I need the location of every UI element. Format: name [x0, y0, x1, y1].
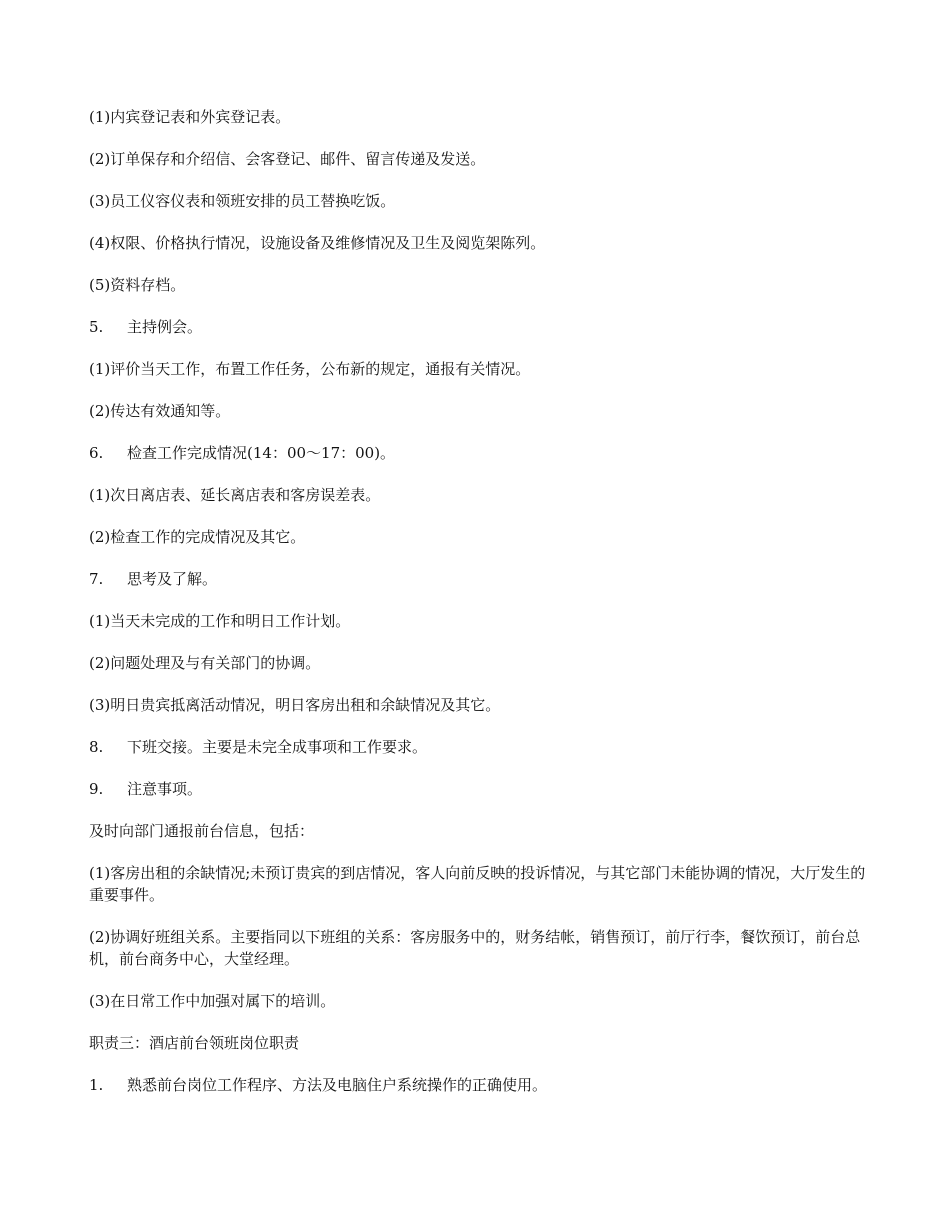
paragraph-text: (1)客房出租的余缺情况;未预订贵宾的到店情况，客人向前反映的投诉情况，与其它部门未能协调的情况，大厅发生的重要事件。 — [89, 864, 866, 904]
paragraph-text: 检查工作完成情况(14：00～17：00)。 — [127, 444, 396, 462]
paragraph-text: (4)权限、价格执行情况，设施设备及维修情况及卫生及阅览架陈列。 — [89, 234, 546, 252]
paragraph-21 — [89, 990, 879, 1012]
paragraph-19 — [89, 862, 879, 906]
numbered-item-8 — [89, 736, 879, 758]
paragraph-text: (2)检查工作的完成情况及其它。 — [89, 528, 306, 546]
paragraph-text: 下班交接。主要是未完全成事项和工作要求。 — [127, 738, 428, 756]
paragraph-20 — [89, 926, 879, 970]
paragraph-text: (1)内宾登记表和外宾登记表。 — [89, 108, 291, 126]
paragraph-14 — [89, 652, 879, 674]
paragraph-text: (2)订单保存和介绍信、会客登记、邮件、留言传递及发送。 — [89, 150, 486, 168]
item-number: 1. — [89, 1076, 104, 1094]
paragraph-text: (2)协调好班组关系。主要指同以下班组的关系：客房服务中的，财务结帐，销售预订，前厅行李，餐饮预订，前台总机，前台商务中心，大堂经理。 — [89, 928, 861, 968]
paragraph-15 — [89, 694, 879, 716]
item-number: 9. — [89, 780, 104, 798]
item-number: 5. — [89, 318, 104, 336]
paragraph-text: 思考及了解。 — [127, 570, 218, 588]
paragraph-10 — [89, 484, 879, 506]
paragraph-5 — [89, 274, 879, 296]
numbered-item-9 — [89, 778, 879, 800]
paragraph-text: (1)评价当天工作，布置工作任务，公布新的规定，通报有关情况。 — [89, 360, 531, 378]
paragraph-text: 职责三：酒店前台领班岗位职责 — [89, 1034, 300, 1052]
paragraph-8 — [89, 400, 879, 422]
paragraph-text: (3)明日贵宾抵离活动情况，明日客房出租和余缺情况及其它。 — [89, 696, 501, 714]
paragraph-text: (3)员工仪容仪表和领班安排的员工替换吃饭。 — [89, 192, 396, 210]
paragraph-text: (1)次日离店表、延长离店表和客房误差表。 — [89, 486, 381, 504]
paragraph-3 — [89, 190, 879, 212]
numbered-item-1 — [89, 1074, 879, 1096]
paragraph-text: (2)问题处理及与有关部门的协调。 — [89, 654, 321, 672]
item-number: 8. — [89, 738, 104, 756]
paragraph-text: (2)传达有效通知等。 — [89, 402, 231, 420]
numbered-item-6 — [89, 442, 879, 464]
paragraph-11 — [89, 526, 879, 548]
paragraph-text: (5)资料存档。 — [89, 276, 186, 294]
paragraph-text: (3)在日常工作中加强对属下的培训。 — [89, 992, 336, 1010]
paragraph-text: 熟悉前台岗位工作程序、方法及电脑住户系统操作的正确使用。 — [127, 1076, 548, 1094]
paragraph-text: 注意事项。 — [127, 780, 203, 798]
section-heading — [89, 1032, 879, 1054]
document-page — [89, 106, 879, 1116]
paragraph-4 — [89, 232, 879, 254]
paragraph-7 — [89, 358, 879, 380]
paragraph-13 — [89, 610, 879, 632]
paragraph-text: 主持例会。 — [127, 318, 203, 336]
numbered-item-7 — [89, 568, 879, 590]
paragraph-1 — [89, 106, 879, 128]
paragraph-text: 及时向部门通报前台信息，包括： — [89, 822, 315, 840]
paragraph-18 — [89, 820, 879, 842]
paragraph-2 — [89, 148, 879, 170]
item-number: 6. — [89, 444, 104, 462]
numbered-item-5 — [89, 316, 879, 338]
paragraph-text: (1)当天未完成的工作和明日工作计划。 — [89, 612, 351, 630]
item-number: 7. — [89, 570, 104, 588]
